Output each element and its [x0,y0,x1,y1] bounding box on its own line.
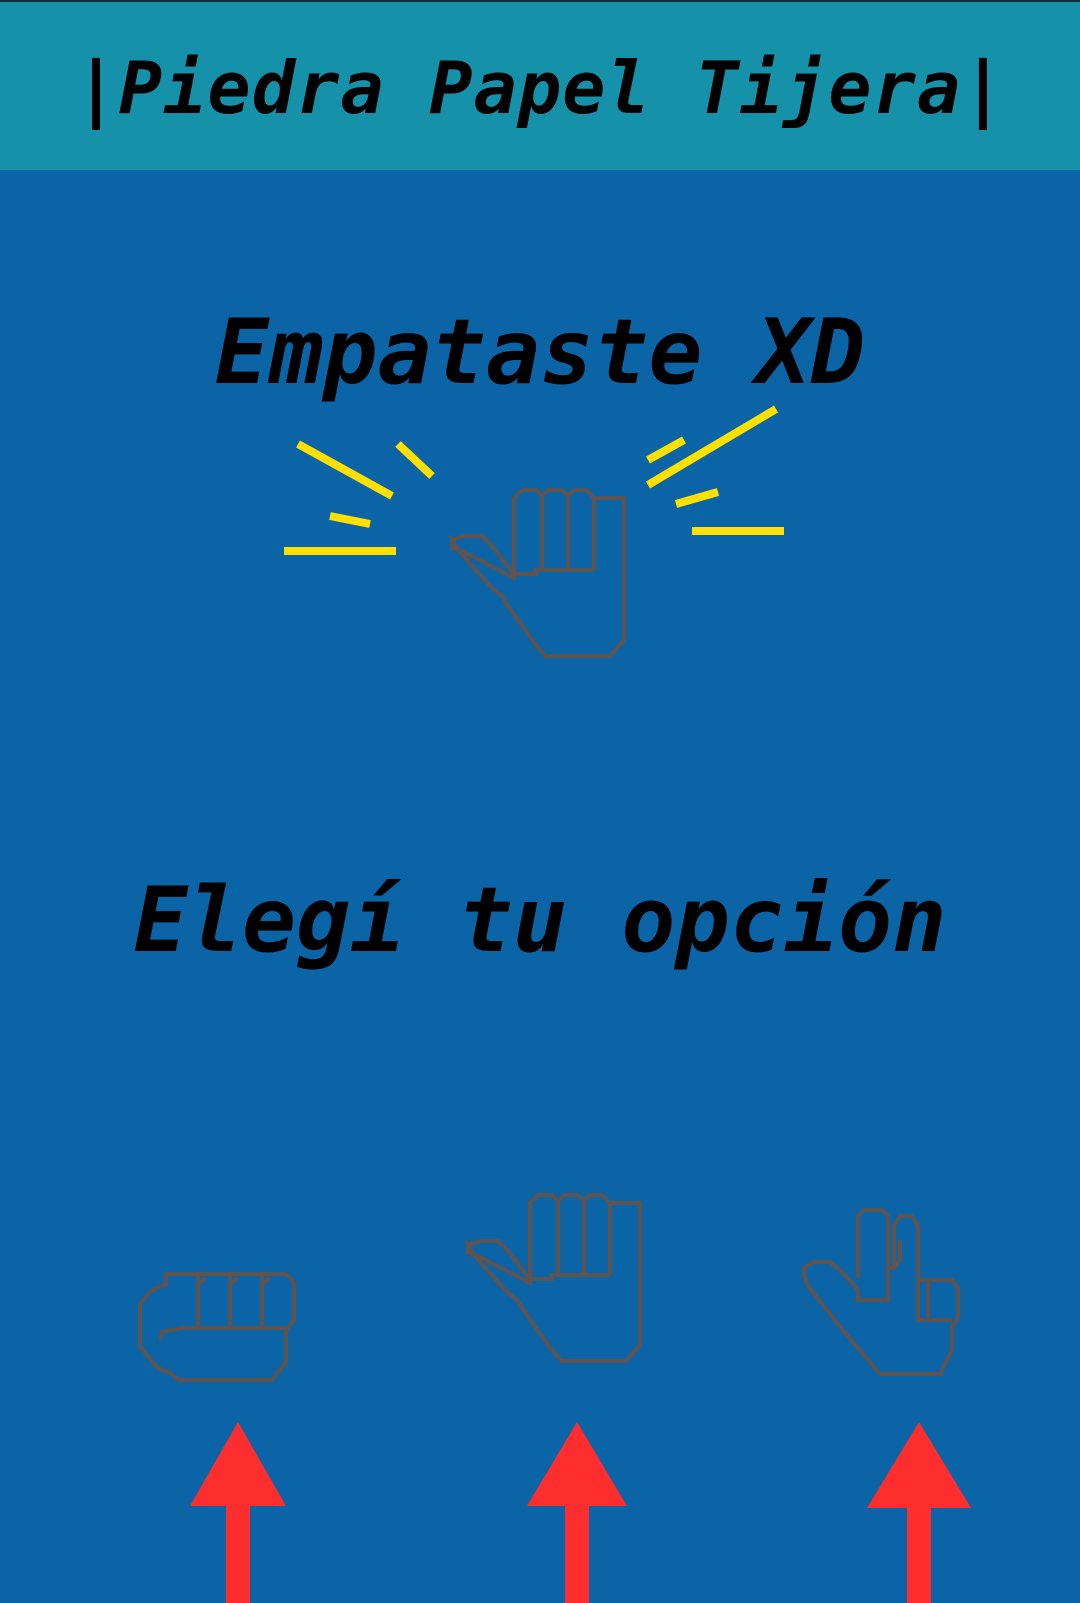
scissors-hand-icon [802,1210,992,1380]
choose-prompt: Elegí tu opción [133,868,947,973]
arrow-up-icon [867,1422,971,1508]
fist-rock-icon [136,1270,306,1390]
burst-line [676,492,718,504]
option-piedra-button[interactable] [136,1270,306,1390]
option-arrows [0,1420,1080,1603]
arrow-up-icon [190,1422,286,1506]
burst-line [330,516,370,524]
burst-line [648,440,684,460]
page-title: |Piedra Papel Tijera| [74,46,1006,130]
option-tijera-button[interactable] [802,1210,992,1380]
burst-line [398,444,432,476]
arrow-up-icon [527,1422,627,1506]
arrow-shaft [226,1504,250,1603]
burst-line [298,444,392,496]
computer-choice-paper-icon [450,490,630,670]
open-hand-paper-icon [466,1195,646,1375]
arrow-shaft [565,1504,589,1603]
option-papel-button[interactable] [466,1195,646,1375]
result-message: Empataste XD [214,300,866,405]
arrow-shaft [907,1506,931,1603]
